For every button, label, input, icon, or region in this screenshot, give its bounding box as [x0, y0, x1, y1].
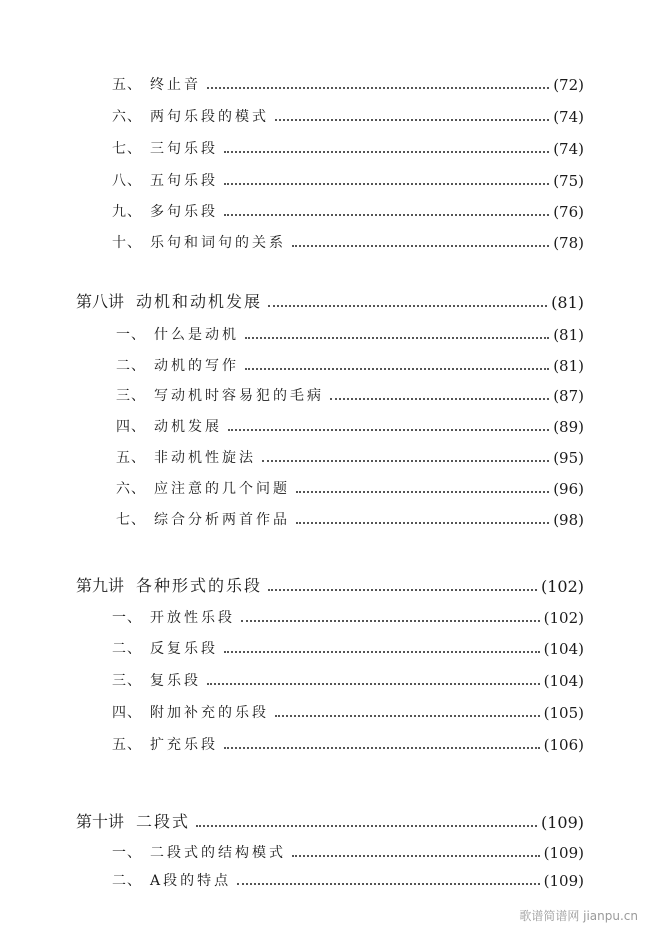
item-number: 七、	[116, 512, 146, 528]
toc-item	[112, 698, 584, 722]
item-title: 附加补充的乐段	[150, 705, 269, 721]
dot-leader	[292, 245, 549, 247]
watermark: 歌谱简谱网 jianpu.cn	[519, 909, 638, 923]
item-page: (81)	[553, 326, 584, 344]
toc-item	[112, 666, 584, 690]
item-title: 什么是动机	[154, 327, 239, 343]
dot-leader	[275, 715, 540, 717]
item-page: (96)	[553, 480, 584, 498]
item-page: (105)	[543, 704, 584, 722]
item-title: 终止音	[150, 77, 201, 93]
dot-leader	[224, 151, 549, 153]
item-title: 二段式的结构模式	[150, 845, 286, 861]
item-title: 两句乐段的模式	[150, 109, 269, 125]
chapter-number: 第九讲	[76, 576, 125, 595]
chapter-number: 第八讲	[76, 292, 125, 311]
item-page: (106)	[543, 736, 584, 754]
dot-leader	[207, 683, 540, 685]
item-title: 扩充乐段	[150, 737, 218, 753]
item-number: 五、	[112, 737, 142, 753]
chapter-page: (81)	[551, 293, 584, 312]
item-title: 动机发展	[154, 419, 222, 435]
toc-item	[112, 866, 584, 890]
item-number: 一、	[116, 327, 146, 343]
item-number: 十、	[112, 235, 142, 251]
item-title: 写动机时容易犯的毛病	[154, 388, 324, 404]
dot-leader	[245, 368, 549, 370]
item-page: (104)	[543, 672, 584, 690]
item-number: 四、	[112, 705, 142, 721]
item-page: (76)	[553, 203, 584, 221]
toc-item	[112, 70, 584, 94]
toc-item	[116, 505, 584, 529]
chapter-page: (109)	[540, 813, 584, 832]
item-page: (109)	[543, 872, 584, 890]
dot-leader	[237, 883, 540, 885]
dot-leader	[224, 214, 549, 216]
item-number: 七、	[112, 141, 142, 157]
item-title: 多句乐段	[150, 204, 218, 220]
item-number: 二、	[112, 641, 142, 657]
item-number: 六、	[112, 109, 142, 125]
chapter-heading	[76, 288, 584, 312]
item-title: 应注意的几个问题	[154, 481, 290, 497]
item-page: (81)	[553, 357, 584, 375]
chapter-heading	[76, 572, 584, 596]
toc-item	[116, 474, 584, 498]
toc-item	[116, 412, 584, 436]
item-page: (74)	[553, 108, 584, 126]
chapter-title: 各种形式的乐段	[136, 576, 263, 595]
item-title: 综合分析两首作品	[154, 512, 290, 528]
item-number: 五、	[116, 450, 146, 466]
item-title: 反复乐段	[150, 641, 218, 657]
item-page: (87)	[553, 387, 584, 405]
toc-item	[112, 838, 584, 862]
item-title: 乐句和词句的关系	[150, 235, 286, 251]
item-title: 五句乐段	[150, 173, 218, 189]
toc-item	[112, 166, 584, 190]
item-number: 一、	[112, 610, 142, 626]
item-number: 二、	[112, 873, 142, 889]
item-page: (102)	[543, 609, 584, 627]
item-number: 一、	[112, 845, 142, 861]
dot-leader	[241, 620, 540, 622]
dot-leader	[224, 747, 540, 749]
item-number: 五、	[112, 77, 142, 93]
item-title: 复乐段	[150, 673, 201, 689]
toc-item	[116, 381, 584, 405]
dot-leader	[330, 398, 549, 400]
item-title: A段的特点	[150, 873, 232, 889]
dot-leader	[224, 183, 549, 185]
item-number: 四、	[116, 419, 146, 435]
dot-leader	[292, 855, 540, 857]
item-page: (74)	[553, 140, 584, 158]
item-title: 非动机性旋法	[154, 450, 256, 466]
item-number: 九、	[112, 204, 142, 220]
item-page: (98)	[553, 511, 584, 529]
toc-item	[112, 603, 584, 627]
toc-item	[116, 320, 584, 344]
item-page: (95)	[553, 449, 584, 467]
item-title: 动机的写作	[154, 358, 239, 374]
item-title: 三句乐段	[150, 141, 218, 157]
dot-leader	[207, 87, 549, 89]
chapter-title: 二段式	[136, 812, 191, 831]
toc-item	[116, 443, 584, 467]
dot-leader	[296, 522, 549, 524]
item-title: 开放性乐段	[150, 610, 235, 626]
toc-item	[112, 102, 584, 126]
chapter-page: (102)	[540, 577, 584, 596]
toc-item	[112, 730, 584, 754]
item-page: (78)	[553, 234, 584, 252]
item-page: (89)	[553, 418, 584, 436]
item-number: 八、	[112, 173, 142, 189]
dot-leader	[275, 119, 549, 121]
toc-item	[112, 134, 584, 158]
chapter-heading	[76, 808, 584, 832]
toc-item	[112, 634, 584, 658]
dot-leader	[296, 491, 549, 493]
item-number: 三、	[116, 388, 146, 404]
item-page: (109)	[543, 844, 584, 862]
dot-leader	[262, 460, 549, 462]
chapter-title: 动机和动机发展	[136, 292, 263, 311]
toc-item	[116, 351, 584, 375]
item-number: 三、	[112, 673, 142, 689]
toc-item	[112, 197, 584, 221]
item-page: (72)	[553, 76, 584, 94]
chapter-number: 第十讲	[76, 812, 125, 831]
toc-item	[112, 228, 584, 252]
dot-leader	[196, 825, 537, 827]
dot-leader	[245, 337, 549, 339]
dot-leader	[268, 305, 547, 307]
dot-leader	[228, 429, 549, 431]
item-page: (75)	[553, 172, 584, 190]
dot-leader	[268, 589, 537, 591]
item-page: (104)	[543, 640, 584, 658]
dot-leader	[224, 651, 540, 653]
item-number: 六、	[116, 481, 146, 497]
item-number: 二、	[116, 358, 146, 374]
